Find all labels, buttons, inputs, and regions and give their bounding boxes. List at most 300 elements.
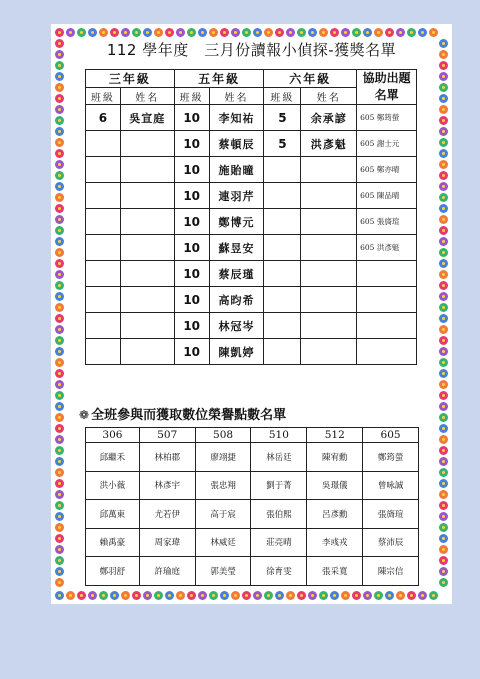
flower-icon [55,446,64,455]
student-name-cell: 呂彥勳 [307,500,363,529]
flower-icon [407,591,416,600]
flower-icon [176,591,185,600]
grade5-class-cell: 10 [174,105,209,131]
class-column-header: 507 [139,428,195,443]
grade5-class-cell: 10 [174,209,209,235]
flower-icon [198,591,207,600]
grade3-name-cell [120,313,174,339]
flower-icon [99,591,108,600]
class-column-header: 605 [363,428,419,443]
student-name-cell: 莊亮晴 [251,528,307,557]
grade3-class-cell [86,287,121,313]
flower-icon [297,591,306,600]
class-label: 班級 [264,88,301,105]
grade6-name-cell [301,235,357,261]
flower-icon [275,28,284,37]
flower-icon [55,193,64,202]
grade5-header: 五年級 [174,70,264,88]
flower-icon [439,94,448,103]
flower-icon [439,534,448,543]
student-name-cell: 陳宗信 [363,557,419,586]
table-row [86,313,417,339]
flower-icon [55,138,64,147]
flower-icon [165,591,174,600]
flower-icon [55,61,64,70]
flower-icon [429,28,438,37]
flower-icon [55,215,64,224]
flower-icon [66,28,75,37]
flower-icon [55,248,64,257]
grade3-name-cell [120,339,174,365]
student-name-cell: 林彥宇 [139,471,195,500]
flower-icon [439,281,448,290]
flower-icon [439,138,448,147]
flower-icon [352,591,361,600]
flower-icon [121,591,130,600]
flower-icon [55,512,64,521]
flower-icon [396,28,405,37]
grade3-name-cell [120,209,174,235]
flower-icon [439,413,448,422]
grade3-class-cell [86,313,121,339]
grade3-class-cell [86,235,121,261]
flower-icon [55,479,64,488]
flower-icon [231,591,240,600]
student-name-cell: 邱繼禾 [86,443,140,472]
flower-icon [55,292,64,301]
flower-icon [55,325,64,334]
flower-icon [439,457,448,466]
flower-icon [88,591,97,600]
flower-icon [55,391,64,400]
flower-icon [439,83,448,92]
student-name-cell: 李彧戎 [307,528,363,557]
flower-icon [55,83,64,92]
flower-icon [439,204,448,213]
flower-icon [385,28,394,37]
flower-icon [55,314,64,323]
flower-icon [132,591,141,600]
class-column-header: 508 [195,428,251,443]
class-label: 班級 [86,88,121,105]
flower-icon [209,28,218,37]
flower-icon [55,578,64,587]
student-name-cell: 鄭筠螢 [363,443,419,472]
grade6-class-cell [264,261,301,287]
grade5-class-cell: 10 [174,339,209,365]
flower-icon [55,281,64,290]
grade5-class-cell: 10 [174,235,209,261]
grade6-name-cell [301,261,357,287]
grade6-class-cell [264,287,301,313]
flower-icon [439,314,448,323]
flower-icon [154,591,163,600]
student-name-cell: 張忠翔 [195,471,251,500]
grade3-name-cell: 吳宣庭 [120,105,174,131]
flower-icon [439,446,448,455]
grade6-name-cell [301,287,357,313]
grade6-class-cell [264,209,301,235]
flower-icon [363,28,372,37]
grade6-name-cell [301,183,357,209]
flower-icon [439,578,448,587]
flower-icon [55,226,64,235]
student-name-cell: 曾咏誠 [363,471,419,500]
flower-icon [264,28,273,37]
grade3-name-cell [120,183,174,209]
student-name-cell: 陳宥勳 [307,443,363,472]
grade5-class-cell: 10 [174,287,209,313]
flower-icon [341,591,350,600]
name-label: 姓名 [209,88,264,105]
flower-icon [319,28,328,37]
flower-icon [385,591,394,600]
flower-icon [55,182,64,191]
class-honor-table [85,427,419,586]
helper-cell [357,287,417,313]
flower-icon [55,591,64,600]
grade5-name-cell: 李知祐 [209,105,264,131]
helper-cell: 605 陳品晴 [357,183,417,209]
flower-icon [439,116,448,125]
flower-icon [319,591,328,600]
flower-icon [297,28,306,37]
flower-icon [352,28,361,37]
flower-icon [66,591,75,600]
flower-icon [374,591,383,600]
student-name-cell: 張采寬 [307,557,363,586]
table-row [86,235,417,261]
class-column-header: 306 [86,428,140,443]
flower-icon [439,336,448,345]
flower-icon [55,534,64,543]
flower-icon [55,369,64,378]
table-row [86,131,417,157]
flower-icon [187,28,196,37]
grade3-class-cell [86,339,121,365]
grade6-header: 六年級 [264,70,357,88]
student-name-cell: 邱萬東 [86,500,140,529]
flower-icon [55,358,64,367]
helper-cell: 605 鄭亦晴 [357,157,417,183]
flower-icon [110,28,119,37]
flower-icon [253,591,262,600]
flower-icon [121,28,130,37]
flower-icon [439,468,448,477]
grade5-name-cell: 鄭博元 [209,209,264,235]
flower-icon [264,591,273,600]
flower-icon [439,303,448,312]
table-row [86,105,417,131]
flower-icon [55,545,64,554]
flower-icon [439,358,448,367]
student-name-cell: 張伯熙 [251,500,307,529]
flower-icon [110,591,119,600]
flower-icon [308,591,317,600]
flower-icon [55,413,64,422]
flower-icon [439,523,448,532]
flower-icon [286,28,295,37]
grade6-class-cell [264,157,301,183]
flower-icon [439,226,448,235]
flower-icon [209,591,218,600]
grade3-header: 三年級 [86,70,175,88]
student-name-cell: 賴禹豪 [86,528,140,557]
table-row [86,528,419,557]
flower-icon [418,591,427,600]
student-name-cell: 許瑜庭 [139,557,195,586]
student-name-cell: 高于宸 [195,500,251,529]
grade5-class-cell: 10 [174,131,209,157]
flower-icon [330,591,339,600]
grade3-name-cell [120,131,174,157]
grade6-name-cell [301,157,357,183]
grade3-class-cell: 6 [86,105,121,131]
table-row [86,471,419,500]
student-name-cell: 鄭羽舒 [86,557,140,586]
flower-icon [55,468,64,477]
student-name-cell: 張旖瑄 [363,500,419,529]
grade5-name-cell: 蘇昱安 [209,235,264,261]
flower-icon [407,28,416,37]
table-row [86,443,419,472]
flower-icon [198,28,207,37]
flower-icon [55,149,64,158]
grade3-name-cell [120,235,174,261]
table-row [86,209,417,235]
flower-icon [286,591,295,600]
table-row [86,557,419,586]
flower-icon [154,28,163,37]
flower-icon [439,237,448,246]
flower-icon [439,193,448,202]
flower-icon [55,259,64,268]
flower-icon [439,369,448,378]
grade6-name-cell [301,339,357,365]
flower-icon [143,28,152,37]
flower-icon [55,204,64,213]
flower-icon [341,28,350,37]
flower-icon [439,479,448,488]
table-row [86,183,417,209]
student-name-cell: 廖翊捷 [195,443,251,472]
flower-icon [55,556,64,565]
flower-icon [55,105,64,114]
flower-icon [439,501,448,510]
table-row [86,157,417,183]
name-label: 姓名 [120,88,174,105]
flower-icon [308,28,317,37]
flower-icon [55,270,64,279]
flower-icon [253,28,262,37]
grade3-name-cell [120,287,174,313]
flower-icon [242,28,251,37]
student-name-cell: 林威廷 [195,528,251,557]
grade6-name-cell: 洪彥魁 [301,131,357,157]
grade6-name-cell: 余承諺 [301,105,357,131]
grade3-class-cell [86,209,121,235]
flower-icon [231,28,240,37]
name-label: 姓名 [301,88,357,105]
helper-header: 協助出題名單 [357,70,417,105]
flower-icon [55,336,64,345]
flower-icon [187,591,196,600]
flower-icon [55,523,64,532]
flower-icon [429,591,438,600]
grade3-class-cell [86,131,121,157]
flower-icon [55,457,64,466]
student-name-cell: 吳璟儀 [307,471,363,500]
flower-icon [330,28,339,37]
grade3-class-cell [86,183,121,209]
flower-icon [439,380,448,389]
helper-cell: 605 鄭筠螢 [357,105,417,131]
document-page [51,24,452,604]
flower-icon [55,127,64,136]
flower-icon [99,28,108,37]
section-heading-text: 全班參與而獲取數位榮譽點數名單 [91,408,287,423]
flower-icon [77,591,86,600]
flower-icon [439,347,448,356]
flower-icon [143,591,152,600]
student-name-cell: 洪小薇 [86,471,140,500]
grade5-class-cell: 10 [174,183,209,209]
flower-icon [88,28,97,37]
helper-cell [357,261,417,287]
student-name-cell: 郭美瑩 [195,557,251,586]
flower-icon [275,591,284,600]
student-name-cell: 周家瑋 [139,528,195,557]
grade5-class-cell: 10 [174,261,209,287]
flower-icon [220,28,229,37]
grade5-name-cell: 林冠岑 [209,313,264,339]
flower-icon [55,303,64,312]
flower-icon [55,116,64,125]
student-name-cell: 林岳廷 [251,443,307,472]
flower-icon [439,182,448,191]
student-name-cell: 劉于菁 [251,471,307,500]
flower-icon [439,402,448,411]
page-title: 112 學年度 三月份讀報小偵探-獲獎名單 [106,41,397,59]
flower-icon [439,545,448,554]
grade3-class-cell [86,261,121,287]
grade5-class-cell: 10 [174,313,209,339]
table-row [86,500,419,529]
flower-icon [439,160,448,169]
flower-icon [55,380,64,389]
flower-icon [176,28,185,37]
table-row [86,287,417,313]
flower-icon [439,105,448,114]
table-row [86,261,417,287]
flower-icon [374,28,383,37]
flower-icon [439,270,448,279]
flower-icon [439,490,448,499]
flower-icon [242,591,251,600]
flower-icon [77,28,86,37]
flower-icon [55,424,64,433]
flower-icon [165,28,174,37]
flower-icon [55,435,64,444]
flower-icon [55,237,64,246]
flower-icon [439,435,448,444]
flower-bullet-icon: ❁ [79,408,90,422]
grade5-name-cell: 高昀希 [209,287,264,313]
grade5-name-cell: 蔡頓辰 [209,131,264,157]
section-heading [79,404,286,423]
grade6-class-cell [264,313,301,339]
grade5-class-cell: 10 [174,157,209,183]
flower-icon [439,149,448,158]
flower-icon [55,94,64,103]
helper-cell: 605 張旖瑄 [357,209,417,235]
helper-cell: 605 洪彥魁 [357,235,417,261]
flower-icon [439,292,448,301]
flower-icon [439,171,448,180]
flower-icon [55,490,64,499]
flower-icon [55,567,64,576]
flower-icon [220,591,229,600]
helper-cell [357,313,417,339]
grade6-class-cell [264,235,301,261]
flower-icon [55,171,64,180]
flower-icon [55,72,64,81]
flower-icon [439,391,448,400]
grade3-class-cell [86,157,121,183]
student-name-cell: 尤若伊 [139,500,195,529]
flower-icon [439,556,448,565]
class-label: 班級 [174,88,209,105]
table-row [86,339,417,365]
flower-icon [55,402,64,411]
grade3-name-cell [120,157,174,183]
grade6-class-cell [264,183,301,209]
flower-icon [439,72,448,81]
flower-icon [439,512,448,521]
grade5-name-cell: 連羽芹 [209,183,264,209]
flower-icon [55,28,64,37]
grade6-class-cell: 5 [264,131,301,157]
flower-icon [439,127,448,136]
grade5-name-cell: 陳凱婷 [209,339,264,365]
grade6-class-cell [264,339,301,365]
flower-icon [439,325,448,334]
class-column-header: 512 [307,428,363,443]
flower-icon [55,347,64,356]
flower-icon [439,248,448,257]
flower-icon [439,61,448,70]
grade6-class-cell: 5 [264,105,301,131]
flower-icon [132,28,141,37]
flower-icon [363,591,372,600]
flower-icon [439,567,448,576]
helper-cell [357,339,417,365]
class-column-header: 510 [251,428,307,443]
flower-icon [55,160,64,169]
flower-icon [439,215,448,224]
flower-icon [418,28,427,37]
flower-icon [396,591,405,600]
student-name-cell: 蔡沛辰 [363,528,419,557]
flower-icon [55,501,64,510]
award-table [85,69,417,365]
helper-cell: 605 謝士元 [357,131,417,157]
flower-icon [439,424,448,433]
grade5-name-cell: 蔡辰瑾 [209,261,264,287]
student-name-cell: 徐育雯 [251,557,307,586]
grade6-name-cell [301,209,357,235]
grade5-name-cell: 施貽曈 [209,157,264,183]
